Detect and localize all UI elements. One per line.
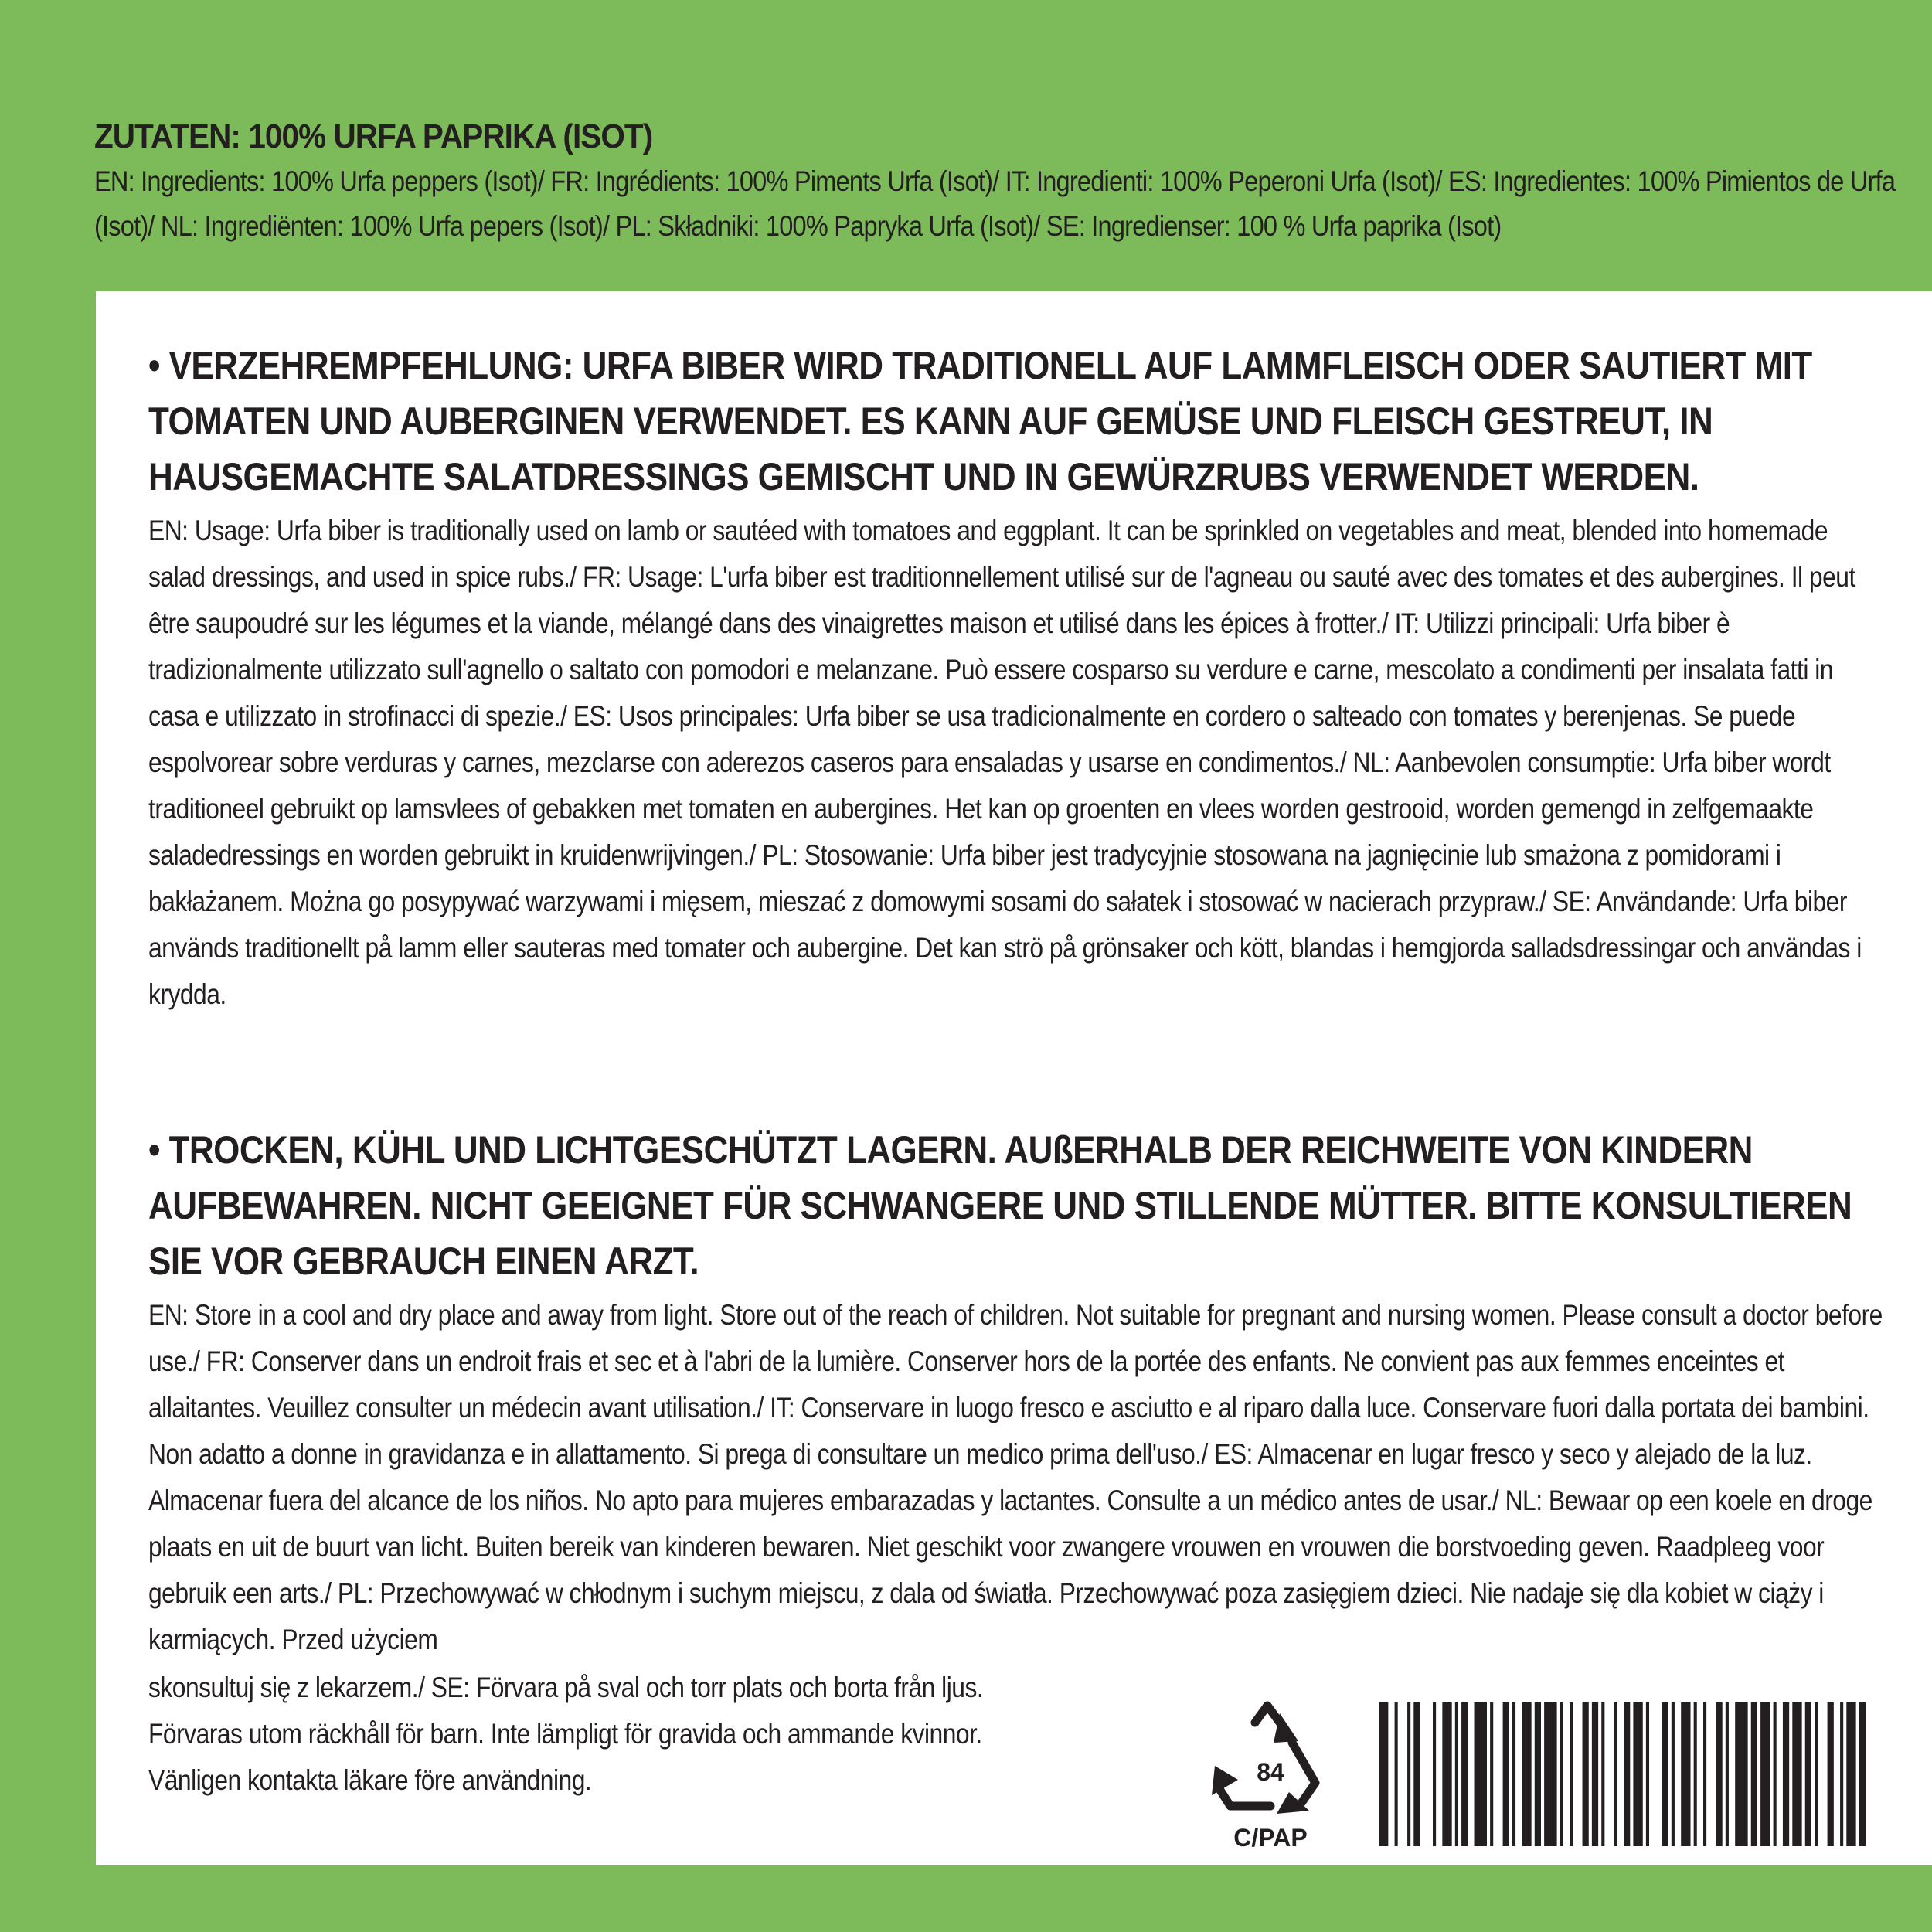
barcode-bar (1512, 1702, 1515, 1846)
storage-heading: • TROCKEN, KÜHL UND LICHTGESCHÜTZT LAGERN. AUßERHALB DER REICHWEITE VON KINDERN AUFBEWAHREN. NICHT GEEIGNET FÜR SCHWANGERE UND STILLENDE MÜTTER. BITTE KONSULTIEREN SIE VOR GEBRAUCH EINEN ARZT. (148, 1128, 1852, 1283)
storage-section (148, 1122, 1887, 1663)
barcode-bar (1535, 1702, 1541, 1846)
barcode-bar (1681, 1702, 1690, 1846)
storage-line-2: Förvaras utom räckhåll för barn. Inte lämpligt för gravida och ammande kvinnor. (148, 1718, 982, 1750)
barcode-bar (1522, 1702, 1531, 1846)
barcode-bar (1662, 1702, 1668, 1846)
info-panel (96, 291, 1932, 1865)
barcode-bar (1672, 1702, 1675, 1846)
barcode-bar (1583, 1702, 1589, 1846)
recycle-code: C/PAP (1233, 1824, 1308, 1852)
barcode-bar (1614, 1702, 1617, 1846)
barcode-bar (1735, 1702, 1747, 1846)
usage-translations: EN: Usage: Urfa biber is traditionally used on lamb or sautéed with tomatoes and eggplant. It can be sprinkled on vegetables and meat, blended into homemade salad dressings, and used in spice rubs./ FR: Usage: L'urfa biber est traditionnellement utilisé sur de l'agneau ou sauté avec des tomates et des aubergines. Il peut être saupoudré sur les légumes et la viande, mélangé dans des vinaigrettes maison et utilisé dans les épices à frotter./ IT: Utilizzi principali: Urfa biber è tradizionalmente utilizzato sull'agnello o saltato con pomodori e melanzane. Può essere cosparso su verdure e carne, mescolato a condimenti per insalata fatti in casa e utilizzato in strofinacci di spezie./ ES: Usos principales: Urfa biber se usa tradicionalmente en cordero o salteado con tomates y berenjenas. Se puede espolvorear sobre verduras y carnes, mezclarse con aderezos caseros para ensaladas y usarse en condimentos./ NL: Aanbevolen consumptie: Urfa biber wordt traditioneel gebruikt op lamsvlees of gebakken met tomaten en aubergines. Het kan op groenten en vlees worden gestrooid, worden gemengd in zelfgemaakte saladedressings en worden gebruikt in kruidenwrijvingen./ PL: Stosowanie: Urfa biber jest tradycyjnie stosowana na jagnięcinie lub smażona z pomidorami i bakłażanem. Można go posypywać warzywami i mięsem, mieszać z domowymi sosami do sałatek i stosować w nacierach przypraw./ SE: Användande: Urfa biber används traditionellt på lamm eller sauteras med tomater och aubergine. Det kan strö på grönsaker och kött, blandas i hemgjorda salladsdressingar och användas i krydda. (148, 515, 1862, 1010)
barcode-bar (1726, 1702, 1729, 1846)
barcode-bar (1840, 1702, 1843, 1846)
barcode-bar (1859, 1702, 1866, 1846)
barcode-bar (1783, 1702, 1789, 1846)
barcode-bar (1815, 1702, 1818, 1846)
storage-translations: EN: Store in a cool and dry place and away from light. Store out of the reach of children. Not suitable for pregnant and nursing women. Please consult a doctor before use./ FR: Conserver dans un endroit frais et sec et à l'abri de la lumière. Conserver hors de la portée des enfants. Ne convient pas aux femmes enceintes et allaitantes. Veuillez consulter un médecin avant utilisation./ IT: Conservare in luogo fresco e asciutto e al riparo dalla luce. Conservare fuori dalla portata dei bambini. Non adatto a donne in gravidanza e in allattamento. Si prega di consultare un medico prima dell'uso./ ES: Almacenar en lugar fresco y seco y alejado de la luz. Almacenar fuera del alcance de los niños. No apto para mujeres embarazadas y lactantes. Consulte a un médico antes de usar./ NL: Bewaar op een koele en droge plaats en uit de buurt van licht. Buiten bereik van kinderen bewaren. Niet geschikt voor zwangere vrouwen en vrouwen die borstvoeding geven. Raadpleeg voor gebruik een arts./ PL: Przechowywać w chłodnym i suchym miejscu, z dala od światła. Przechowywać poza zasięgiem dzieci. Nie nadaje się dla kobiet w ciąży i karmiących. Przed użyciem (148, 1299, 1883, 1655)
recycle-triangle-icon (1193, 1698, 1348, 1852)
barcode-bar (1570, 1702, 1573, 1846)
barcode-bar (1792, 1702, 1801, 1846)
barcode (1379, 1702, 1866, 1846)
barcode-bar (1544, 1702, 1556, 1846)
barcode-bar (1716, 1702, 1722, 1846)
barcode-bar (1379, 1702, 1388, 1846)
barcode-bar (1828, 1702, 1834, 1846)
barcode-bar (1560, 1702, 1563, 1846)
storage-line-3: Vänligen kontakta läkare före användning. (148, 1764, 592, 1796)
barcode-bar (1490, 1702, 1493, 1846)
barcode-bar (1774, 1702, 1777, 1846)
usage-heading: • VERZEHREMPFEHLUNG: URFA BIBER WIRD TRADITIONELL AUF LAMMFLEISCH ODER SAUTIERT MIT TOMATEN UND AUBERGINEN VERWENDET. ES KANN AUF GEMÜSE UND FLEISCH GESTREUT, IN HAUSGEMACHTE SALATDRESSINGS GEMISCHT UND IN GEWÜRZRUBS VERWENDET WERDEN. (148, 344, 1812, 498)
ingredients-translations: EN: Ingredients: 100% Urfa peppers (Isot)/ FR: Ingrédients: 100% Piments Urfa (Isot)/ IT: Ingredienti: 100% Peperoni Urfa (Isot)/ ES: Ingredientes: 100% Pimientos de Urfa (Isot)/ NL: Ingrediënten: 100% Urfa pepers (Isot)/ PL: Składniki: 100% Papryka Urfa (Isot)/ SE: Ingredienser: 100 % Urfa paprika (Isot) (94, 165, 1896, 242)
barcode-bar (1703, 1702, 1706, 1846)
recycle-number: 84 (1257, 1758, 1284, 1786)
barcode-bar (1805, 1702, 1811, 1846)
barcode-bar (1601, 1702, 1604, 1846)
barcode-bar (1503, 1702, 1509, 1846)
barcode-bar (1395, 1702, 1398, 1846)
storage-last-lines (148, 1665, 1079, 1804)
barcode-bar (1751, 1702, 1757, 1846)
storage-line-1: skonsultuj się z lekarzem./ SE: Förvara på sval och torr plats och borta från ljus. (148, 1672, 984, 1703)
barcode-bar (1433, 1702, 1436, 1846)
barcode-bar (1413, 1702, 1420, 1846)
barcode-bar (1455, 1702, 1458, 1846)
barcode-bar (1624, 1702, 1630, 1846)
barcode-bar (1633, 1702, 1642, 1846)
barcode-bar (1646, 1702, 1649, 1846)
barcode-bar (1461, 1702, 1468, 1846)
barcode-bar (1475, 1702, 1487, 1846)
barcode-bar (1442, 1702, 1451, 1846)
barcode-bar (1407, 1702, 1410, 1846)
barcode-bar (1592, 1702, 1598, 1846)
usage-section (148, 338, 1887, 1018)
barcode-bar (1694, 1702, 1697, 1846)
ingredients-block (94, 114, 1896, 249)
barcode-bar (1846, 1702, 1855, 1846)
barcode-bar (1760, 1702, 1770, 1846)
ingredients-title: ZUTATEN: 100% URFA PAPRIKA (ISOT) (94, 117, 653, 155)
